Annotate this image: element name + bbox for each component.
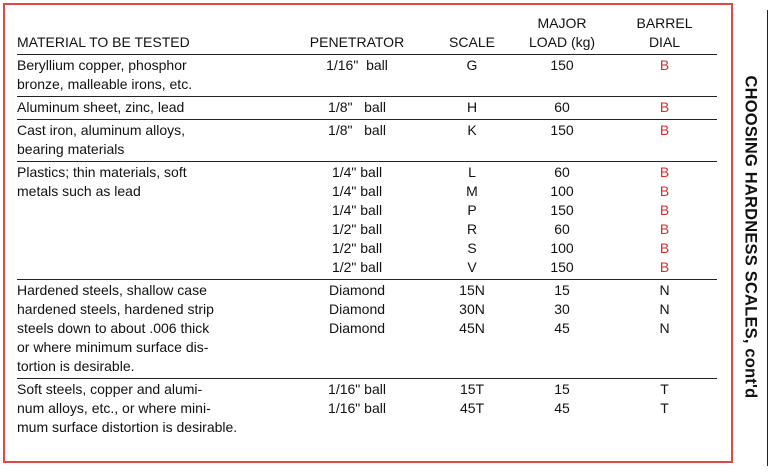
header-dial-line: BARREL [636, 15, 693, 31]
material-line: bronze, malleable irons, etc. [17, 76, 193, 92]
major-load-cell [512, 280, 612, 379]
material-line: tortion is desirable. [17, 358, 135, 374]
scale-line: P [467, 202, 477, 218]
penetrator-line: 1/16" ball [328, 400, 386, 416]
penetrator-cell [282, 162, 432, 280]
scale-line: S [467, 240, 477, 256]
penetrator-cell [282, 120, 432, 162]
major-load-line: 150 [550, 259, 574, 275]
major-load-cell [512, 120, 612, 162]
scale-cell [432, 379, 512, 440]
major-load-cell [512, 55, 612, 97]
penetrator-cell [282, 379, 432, 440]
penetrator-line: 1/16" ball [326, 57, 388, 73]
penetrator-cell [282, 280, 432, 379]
barrel-dial-line: B [659, 240, 670, 256]
material-line: bearing materials [17, 141, 125, 157]
table-row [17, 97, 717, 120]
table-body [17, 55, 717, 440]
material-line: num alloys, etc., or where mini- [17, 400, 211, 416]
material-line: Hardened steels, shallow case [17, 282, 207, 298]
major-load-line: 150 [550, 122, 574, 138]
scale-cell [432, 162, 512, 280]
barrel-dial-line: B [659, 202, 670, 218]
barrel-dial-line: T [660, 381, 669, 397]
scale-line: 45N [459, 320, 485, 336]
material-line: mum surface distortion is desirable. [17, 419, 238, 435]
table-row [17, 120, 717, 162]
penetrator-line: Diamond [328, 282, 386, 298]
header-major-load-line: LOAD (kg) [528, 34, 596, 50]
major-load-line: 15 [554, 282, 570, 298]
material-line: steels down to about .006 thick [17, 320, 210, 336]
table-row [17, 280, 717, 379]
material-cell [17, 97, 282, 120]
header-dial-line: DIAL [648, 34, 681, 50]
scale-line: M [466, 183, 478, 199]
barrel-dial-line: B [659, 164, 670, 180]
scale-line: 15N [459, 282, 485, 298]
table-row [17, 55, 717, 97]
major-load-line: 150 [550, 202, 574, 218]
barrel-dial-line: B [659, 57, 670, 73]
barrel-dial-line: B [659, 221, 670, 237]
penetrator-line: 1/2" ball [331, 259, 383, 275]
table-row [17, 379, 717, 440]
side-title: CHOOSING HARDNESS SCALES, cont'd [741, 75, 760, 399]
header-penetrator: PENETRATOR [282, 14, 432, 55]
material-line: or where minimum surface dis- [17, 339, 209, 355]
major-load-line: 60 [554, 99, 570, 115]
barrel-dial-cell [612, 162, 717, 280]
scale-line: L [468, 164, 476, 180]
penetrator-line: 1/8" ball [328, 122, 386, 138]
penetrator-cell [282, 97, 432, 120]
penetrator-line: 1/4" ball [331, 202, 383, 218]
penetrator-line: 1/2" ball [331, 221, 383, 237]
penetrator-lines [326, 56, 388, 75]
material-line: Beryllium copper, phosphor [17, 57, 187, 73]
penetrator-lines [332, 163, 382, 277]
header-major-load-line: MAJOR [537, 15, 587, 31]
header-material: MATERIAL TO BE TESTED [17, 14, 282, 55]
penetrator-cell [282, 55, 432, 97]
barrel-dial-line: T [660, 400, 669, 416]
scale-line: 30N [459, 301, 485, 317]
penetrator-line: 1/8" ball [328, 99, 386, 115]
major-load-line: 60 [554, 221, 570, 237]
penetrator-lines [329, 281, 385, 338]
penetrator-line: Diamond [328, 301, 386, 317]
scale-line: R [466, 221, 478, 237]
major-load-line: 45 [554, 400, 570, 416]
scale-line: V [467, 259, 477, 275]
major-load-line: 60 [554, 164, 570, 180]
material-line: Plastics; thin materials, soft [17, 164, 187, 180]
material-cell [17, 55, 282, 97]
hardness-scales-table [17, 14, 717, 439]
material-cell [17, 120, 282, 162]
barrel-dial-line: B [659, 122, 670, 138]
major-load-line: 30 [554, 301, 570, 317]
header-barrel-dial [612, 14, 717, 55]
major-load-cell [512, 97, 612, 120]
penetrator-lines [328, 98, 386, 117]
scale-line: 45T [459, 400, 485, 416]
header-scale: SCALE [432, 14, 512, 55]
barrel-dial-line: B [659, 183, 670, 199]
major-load-line: 100 [550, 240, 574, 256]
scale-cell [432, 97, 512, 120]
major-load-cell [512, 162, 612, 280]
barrel-dial-cell [612, 280, 717, 379]
barrel-dial-line: N [659, 282, 670, 298]
material-cell [17, 379, 282, 440]
penetrator-lines [328, 121, 386, 140]
penetrator-line: 1/16" ball [328, 381, 386, 397]
major-load-line: 45 [554, 320, 570, 336]
material-line: metals such as lead [17, 183, 141, 199]
scale-line: 15T [459, 381, 485, 397]
barrel-dial-line: N [659, 301, 670, 317]
scale-line: H [466, 99, 478, 115]
scale-line: G [466, 57, 478, 73]
barrel-dial-cell [612, 97, 717, 120]
penetrator-lines [328, 380, 386, 418]
major-load-line: 150 [550, 57, 574, 73]
scale-line: K [467, 122, 477, 138]
barrel-dial-line: B [659, 99, 670, 115]
barrel-dial-line: B [659, 259, 670, 275]
barrel-dial-line: N [659, 320, 670, 336]
material-cell [17, 280, 282, 379]
material-line: hardened steels, hardened strip [17, 301, 214, 317]
material-line: Soft steels, copper and alumi- [17, 381, 203, 397]
header-row [17, 14, 717, 55]
material-line: Cast iron, aluminum alloys, [17, 122, 186, 138]
barrel-dial-cell [612, 120, 717, 162]
header-major-load [512, 14, 612, 55]
scale-cell [432, 55, 512, 97]
major-load-cell [512, 379, 612, 440]
penetrator-line: 1/4" ball [331, 164, 383, 180]
material-line: Aluminum sheet, zinc, lead [17, 99, 185, 115]
table-row [17, 162, 717, 280]
scale-cell [432, 120, 512, 162]
penetrator-line: 1/2" ball [331, 240, 383, 256]
material-cell [17, 162, 282, 280]
major-load-line: 100 [550, 183, 574, 199]
barrel-dial-cell [612, 379, 717, 440]
penetrator-line: 1/4" ball [331, 183, 383, 199]
barrel-dial-cell [612, 55, 717, 97]
major-load-line: 15 [554, 381, 570, 397]
penetrator-line: Diamond [328, 320, 386, 336]
scale-cell [432, 280, 512, 379]
